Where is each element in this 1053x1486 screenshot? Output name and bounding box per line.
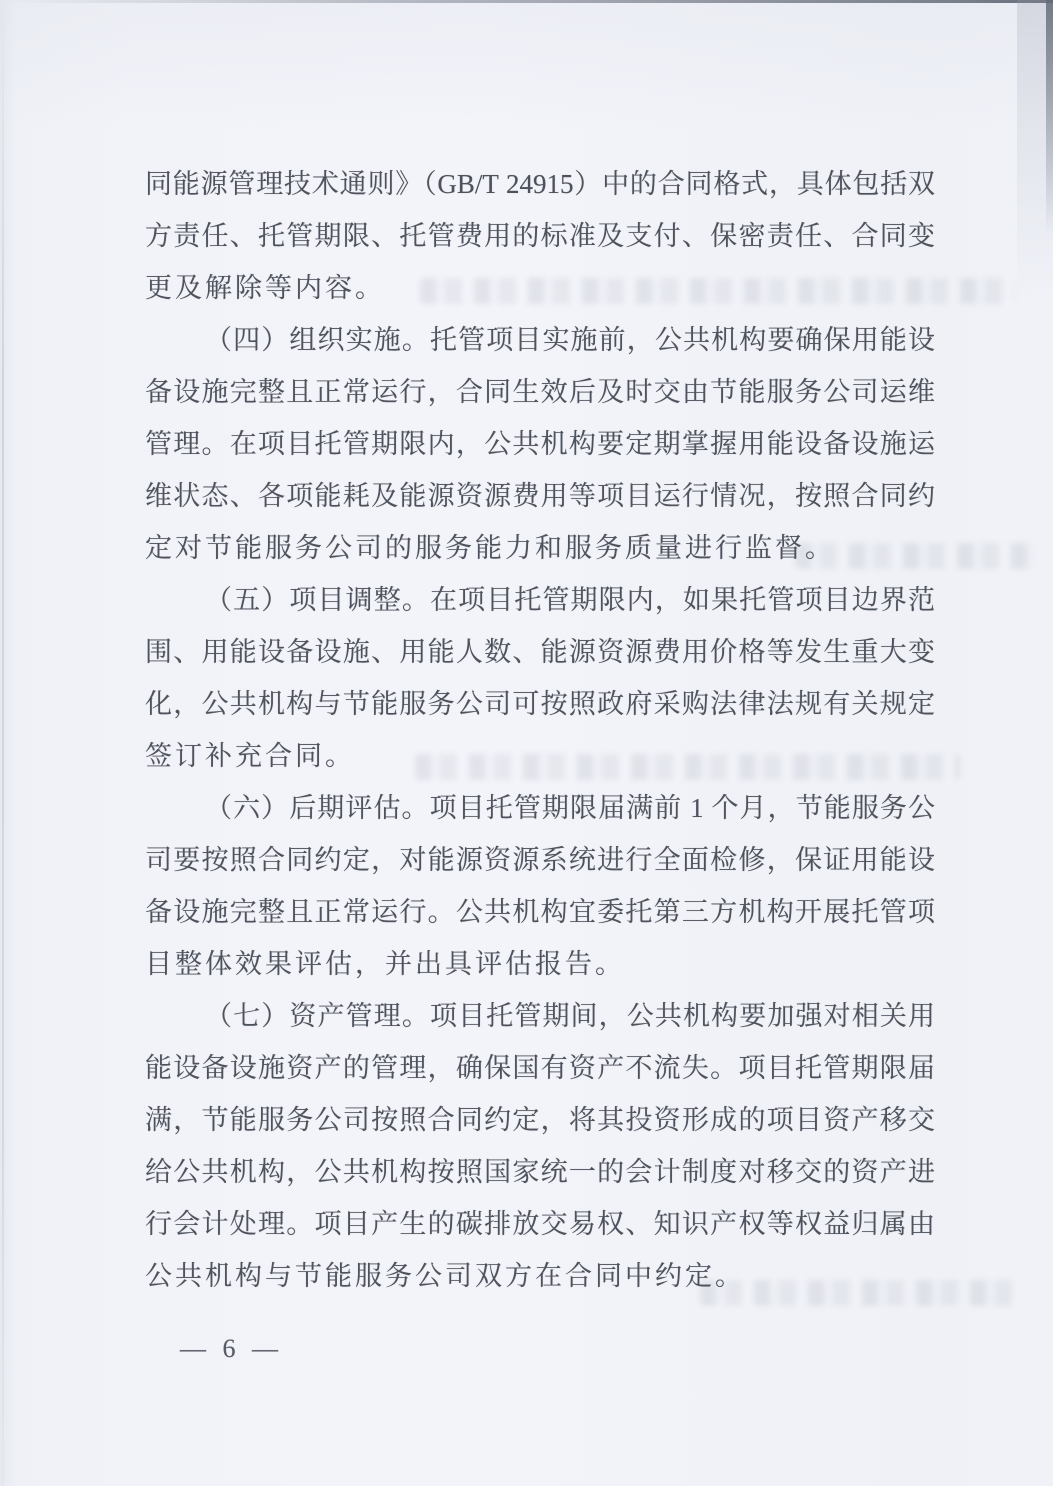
document-line: 备设施完整且正常运行。公共机构宜委托第三方机构开展托管项 (145, 897, 935, 927)
scan-edge-left (2, 0, 4, 1486)
document-line: 管理。在项目托管期限内，公共机构要定期掌握用能设备设施运 (145, 429, 935, 459)
document-line: （七）资产管理。项目托管期间，公共机构要加强对相关用 (205, 1001, 935, 1031)
document-line: 公共机构与节能服务公司双方在合同中约定。 (145, 1261, 745, 1291)
document-line: 维状态、各项能耗及能源资源费用等项目运行情况，按照合同约 (145, 481, 935, 511)
document-line: 化，公共机构与节能服务公司可按照政府采购法律法规有关规定 (145, 689, 935, 719)
document-line: 目整体效果评估，并出具评估报告。 (145, 949, 625, 979)
document-line: 签订补充合同。 (145, 741, 355, 771)
document-line: 方责任、托管期限、托管费用的标准及支付、保密责任、合同变 (145, 221, 935, 251)
document-line: （四）组织实施。托管项目实施前，公共机构要确保用能设 (205, 325, 935, 355)
document-line: （六）后期评估。项目托管期限届满前 1 个月，节能服务公 (205, 793, 935, 823)
document-line: 同能源管理技术通则》（GB/T 24915）中的合同格式，具体包括双 (145, 169, 935, 199)
document-line: 定对节能服务公司的服务能力和服务质量进行监督。 (145, 533, 835, 563)
document-line: 能设备设施资产的管理，确保国有资产不流失。项目托管期限届 (145, 1053, 935, 1083)
document-line: （五）项目调整。在项目托管期限内，如果托管项目边界范 (205, 585, 935, 615)
scan-edge-top (0, 0, 1053, 3)
document-line: 围、用能设备设施、用能人数、能源资源费用价格等发生重大变 (145, 637, 935, 667)
scan-edge-right-shade (1017, 0, 1053, 300)
document-line: 行会计处理。项目产生的碳排放交易权、知识产权等权益归属由 (145, 1209, 935, 1239)
page-number: — 6 — (180, 1334, 283, 1363)
document-line: 满，节能服务公司按照合同约定，将其投资形成的项目资产移交 (145, 1105, 935, 1135)
document-body (145, 158, 935, 1302)
document-line: 备设施完整且正常运行，合同生效后及时交由节能服务公司运维 (145, 377, 935, 407)
document-line: 司要按照合同约定，对能源资源系统进行全面检修，保证用能设 (145, 845, 935, 875)
document-line: 给公共机构，公共机构按照国家统一的会计制度对移交的资产进 (145, 1157, 935, 1187)
document-line: 更及解除等内容。 (145, 273, 385, 303)
scan-edge-right (1046, 0, 1053, 235)
